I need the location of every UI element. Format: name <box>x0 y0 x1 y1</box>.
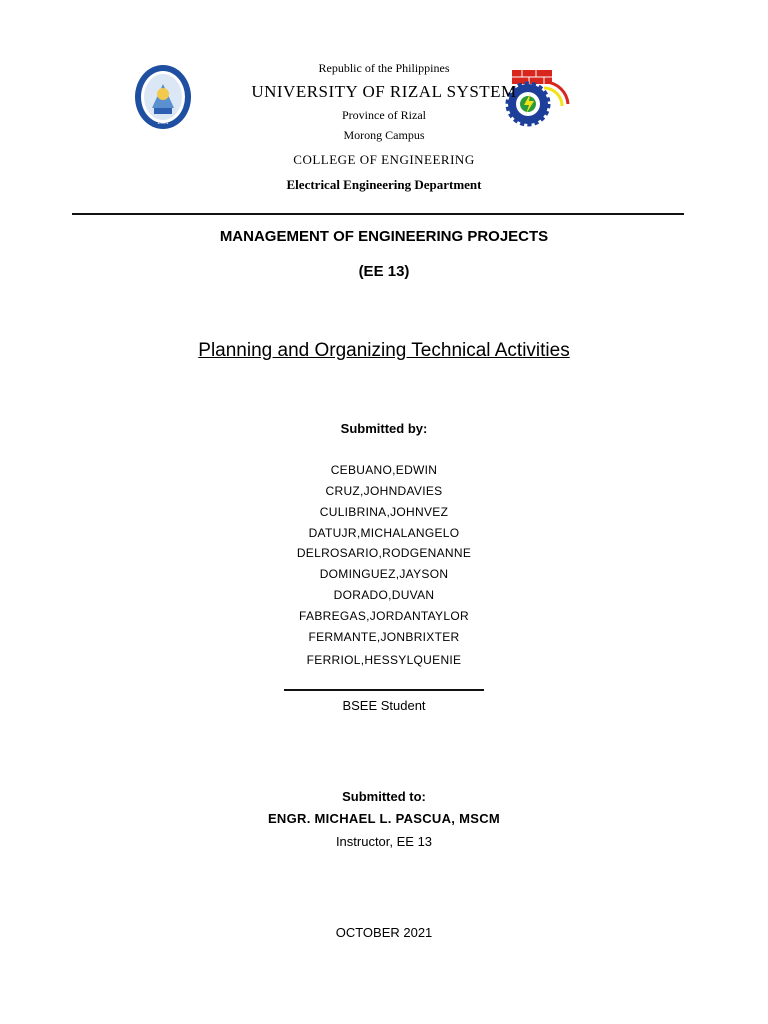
instructor-name: ENGR. MICHAEL L. PASCUA, MSCM <box>267 811 501 826</box>
university-name: UNIVERSITY OF RIZAL SYSTEM <box>251 82 517 101</box>
submitted-by-label: Submitted by: <box>340 421 428 436</box>
department-name: Electrical Engineering Department <box>286 177 482 192</box>
student-name: CEBUANO,EDWIN <box>330 463 438 477</box>
republic-line: Republic of the Philippines <box>318 61 450 75</box>
course-code: (EE 13) <box>358 263 410 280</box>
student-name: FERRIOL,HESSYLQUENIE <box>306 653 462 667</box>
college-name: COLLEGE OF ENGINEERING <box>293 152 475 167</box>
province-line: Province of Rizal <box>342 108 426 122</box>
student-name: DORADO,DUVAN <box>333 588 435 602</box>
campus-line: Morong Campus <box>343 128 425 142</box>
signature-line <box>284 689 484 691</box>
course-title: MANAGEMENT OF ENGINEERING PROJECTS <box>219 228 549 245</box>
student-name: CULIBRINA,JOHNVEZ <box>319 505 449 519</box>
student-name: CRUZ,JOHNDAVIES <box>325 484 443 498</box>
submission-date: OCTOBER 2021 <box>335 925 433 940</box>
header-divider <box>72 213 684 215</box>
student-name: DATUJR,MICHALANGELO <box>308 526 460 540</box>
student-name: DELROSARIO,RODGENANNE <box>296 546 472 560</box>
student-name: FERMANTE,JONBRIXTER <box>308 630 460 644</box>
student-name: DOMINGUEZ,JAYSON <box>319 567 449 581</box>
student-name: FABREGAS,JORDANTAYLOR <box>299 609 469 623</box>
student-role: BSEE Student <box>342 698 426 713</box>
topic-title: Planning and Organizing Technical Activities <box>198 340 570 361</box>
instructor-role: Instructor, EE 13 <box>335 834 433 849</box>
submitted-to-label: Submitted to: <box>342 789 426 804</box>
seal-year: 2001 <box>157 120 169 126</box>
